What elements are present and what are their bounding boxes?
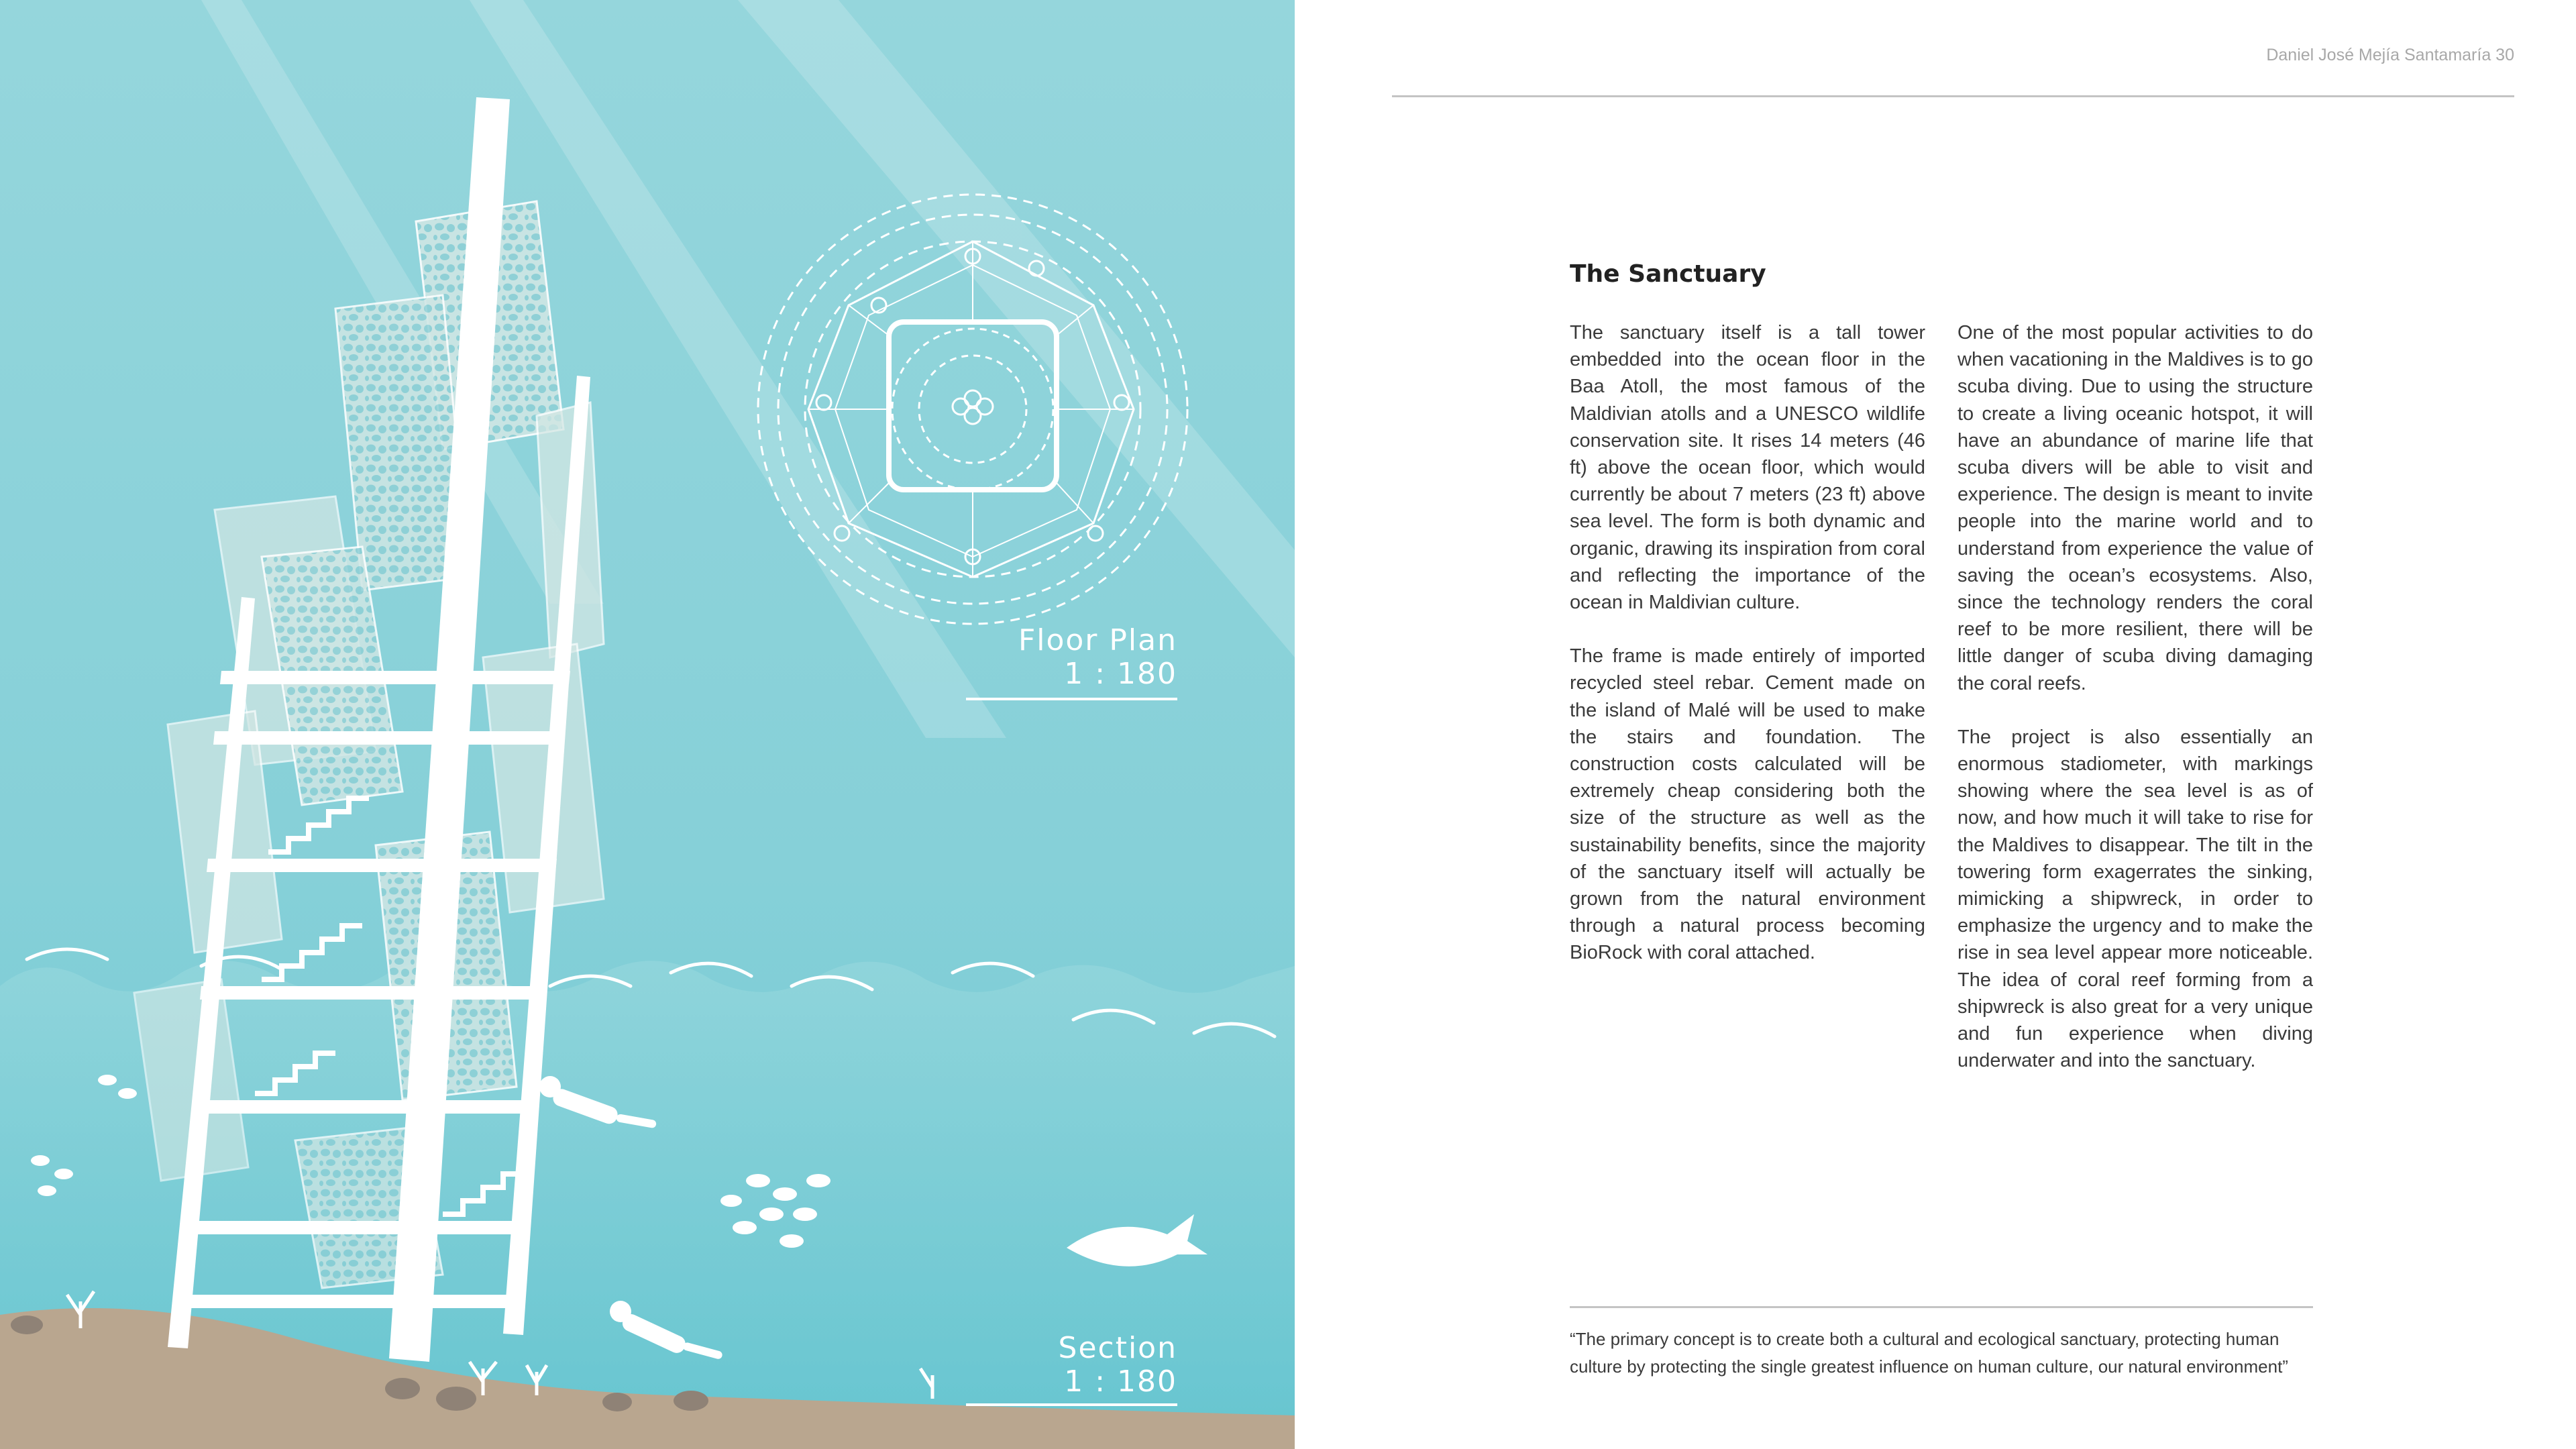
section-underline [966, 1403, 1177, 1406]
floor-plan-scale: 1 : 180 [1064, 657, 1177, 691]
paragraph: One of the most popular activities to do when vacationing in the Maldives is to go scuba diving. Due to using the structure to create a living oceanic hotspot, it will have an abundance of marine life that scuba divers will be able to visit and experience. The design is meant to invite people into the marine world and to understand from experience the value of saving the ocean’s ecosystems. Also, since the technology renders the coral reef to be more resilient, there will be little danger of scuba diving damaging the coral reefs. [1957, 322, 2313, 694]
text-column-left [1570, 319, 1925, 994]
header-divider [1392, 95, 2514, 97]
section-heading: The Sanctuary [1570, 260, 1766, 288]
paragraph: The frame is made entirely of imported recycled steel rebar. Cement made on the island of Malé will be used to make the stairs and foundation. The construction costs calculated will be extremely cheap considering both the size of the structure as well as the sustainability benefits, since the majority of the sanctuary itself will actually be grown from the natural environment through a natural process becoming BioRock with coral attached. [1570, 645, 1925, 964]
paragraph: The project is also essentially an enormous stadiometer, with markings showing where the sea level is as of now, and how much it will take to rise for the Maldives to disappear. The tilt in the towering form exagerrates the sinking, mimicking a shipwreck, in order to emphasize the urgency and to make the rise in sea level appear more noticeable. The idea of coral reef forming from a shipwreck is also great for a very unique and fun experience when diving underwater and into the sanctuary. [1957, 726, 2313, 1072]
paragraph: The sanctuary itself is a tall tower embedded into the ocean floor in the Baa Atoll, the most famous of the Maldivian atolls and a UNESCO wildlife conservation site. It rises 14 meters (46 ft) above the ocean floor, which would currently be about 7 meters (23 ft) above sea level. The form is both dynamic and organic, drawing its inspiration from coral and reflecting the importance of the ocean in Maldivian culture. [1570, 322, 1925, 614]
floor-plan-underline [966, 698, 1177, 700]
floor-plan-label [1018, 624, 1177, 691]
floor-plan-title: Floor Plan [1018, 623, 1177, 657]
author-page-number: Daniel José Mejía Santamaría 30 [2266, 46, 2514, 64]
text-column-right [1957, 319, 2313, 1101]
concept-quote: “The primary concept is to create both a cultural and ecological sanctuary, protecting human culture by protecting the single greatest influence on human culture, our natural environment” [1570, 1329, 2288, 1377]
section-scale: 1 : 180 [1064, 1364, 1177, 1399]
section-title-label: Section [1058, 1331, 1177, 1365]
section-label [1059, 1332, 1177, 1399]
text-panel [1295, 0, 2576, 1449]
quote-divider [1570, 1306, 2313, 1308]
